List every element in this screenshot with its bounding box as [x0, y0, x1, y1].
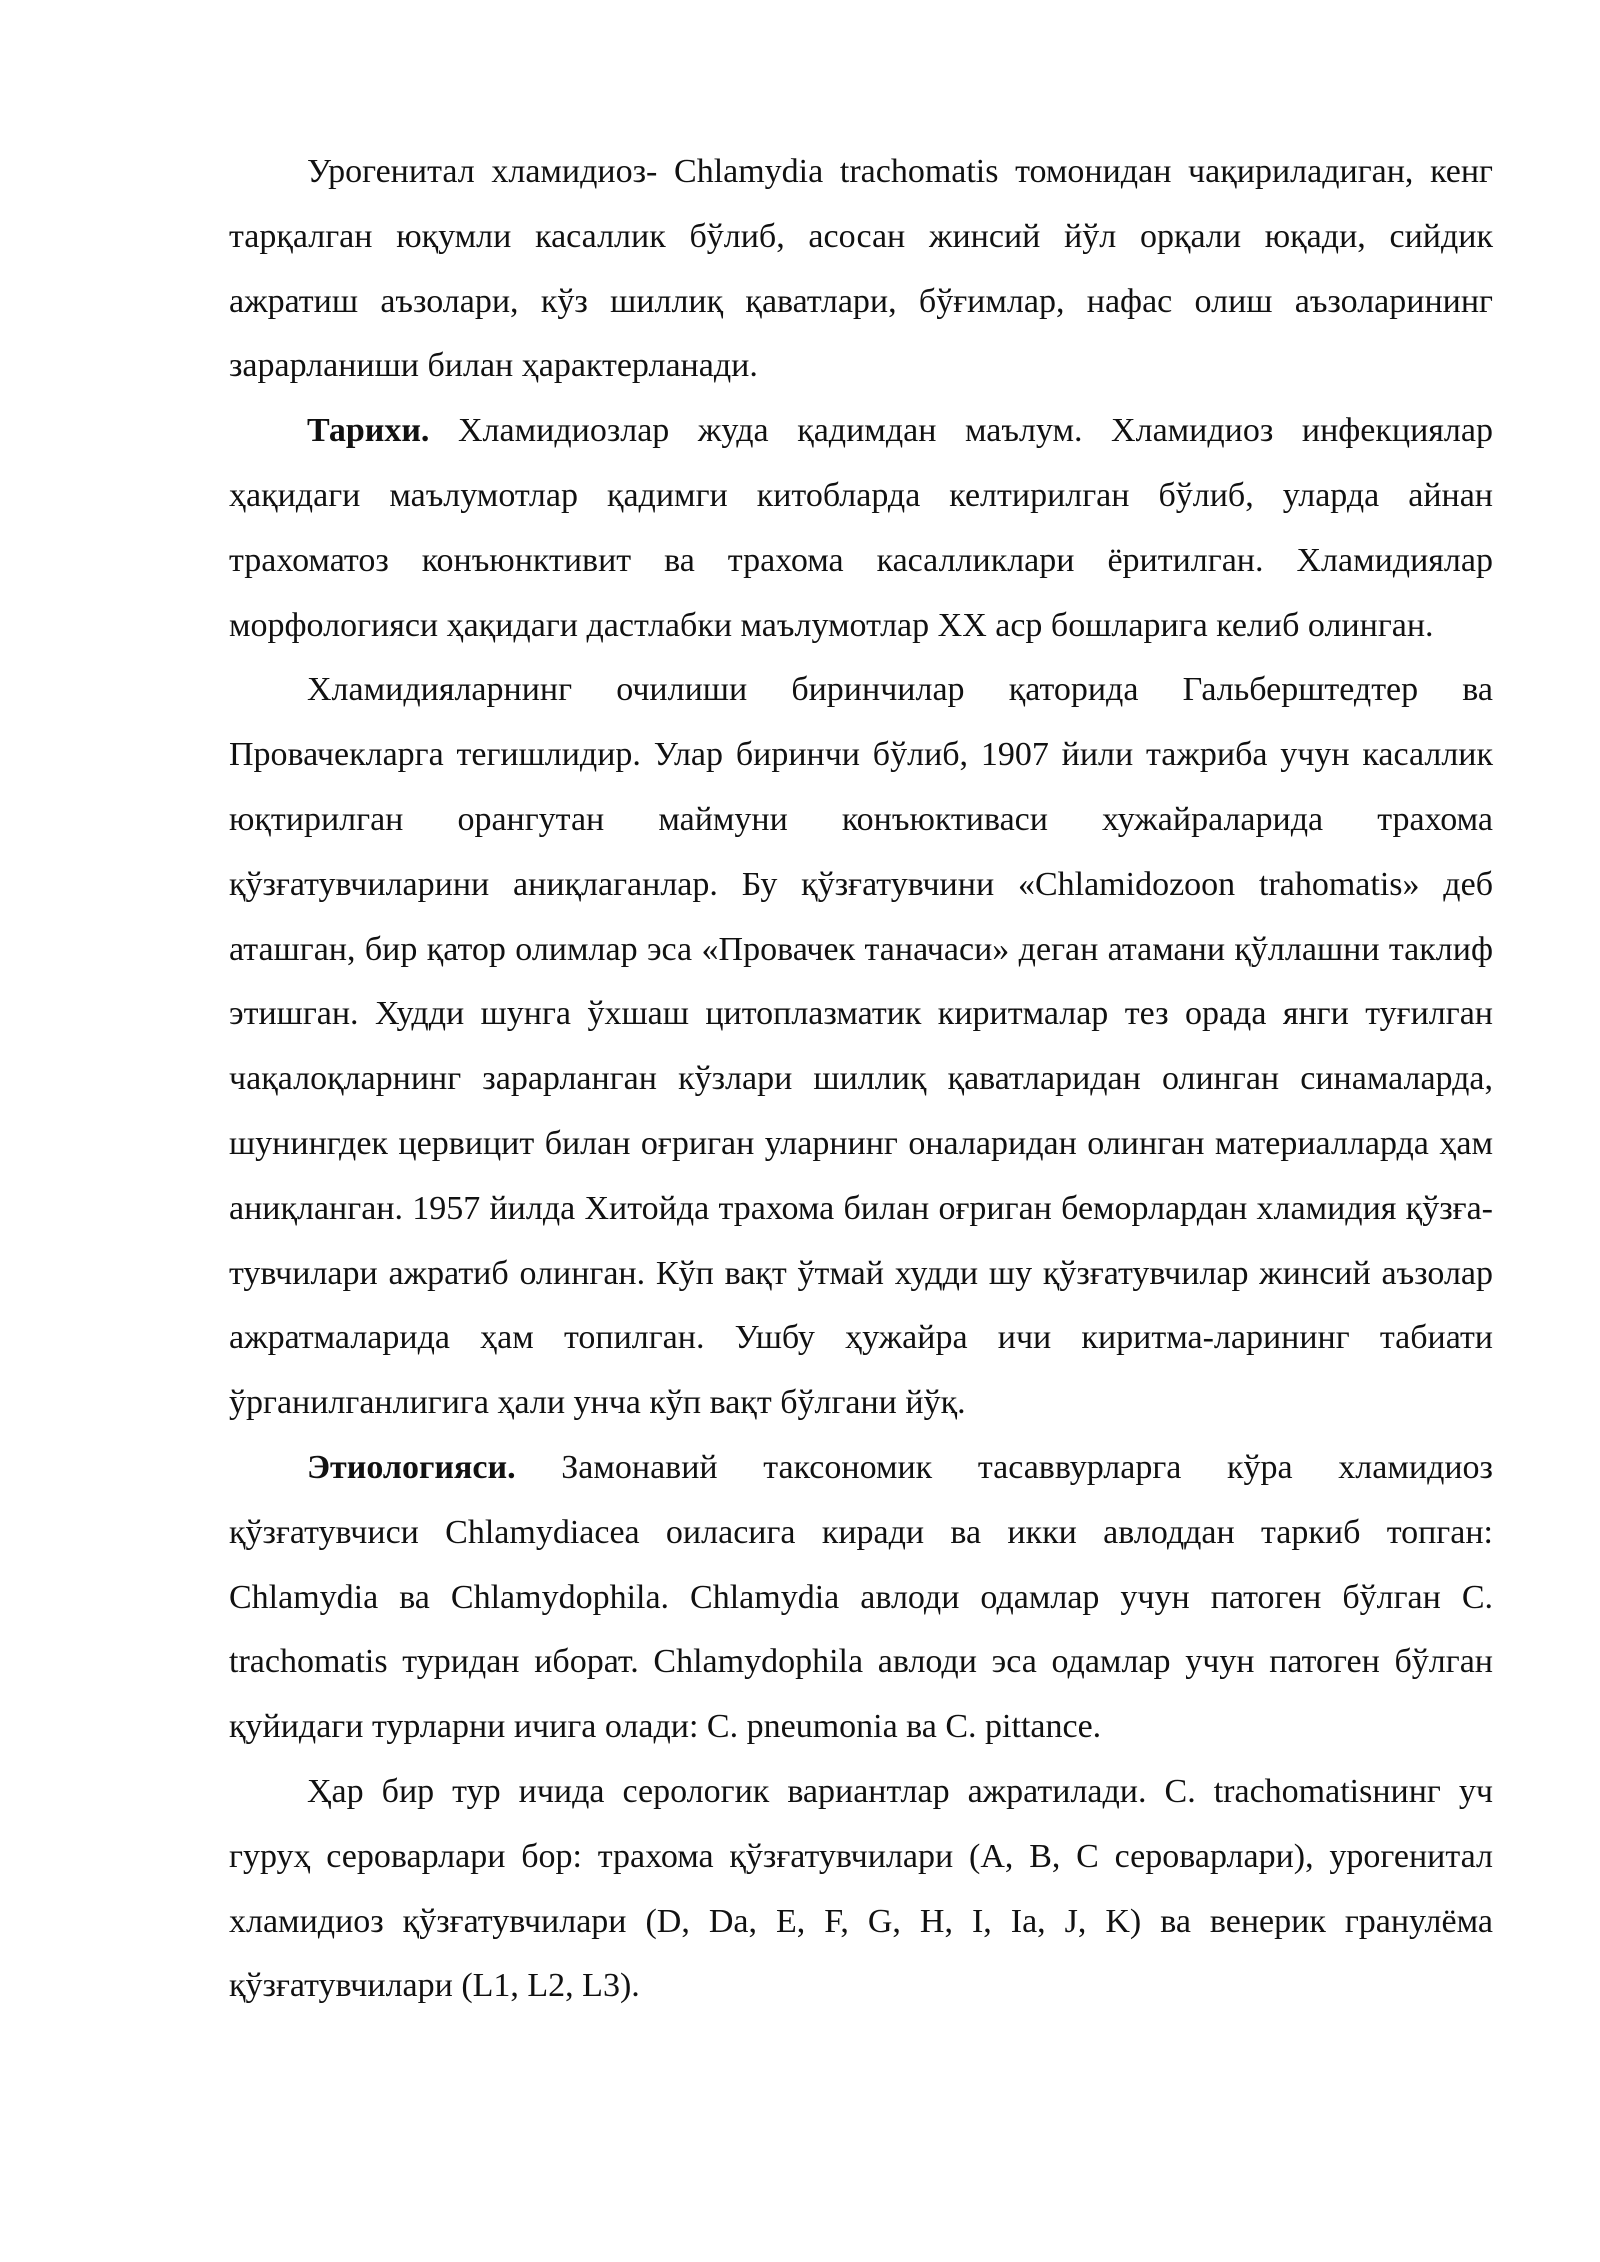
section-heading-etiology: Этиологияси. [307, 1448, 516, 1486]
paragraph-discovery [229, 658, 1493, 1436]
paragraph-text: Урогенитал хламидиоз- Chlamydia trachomatis томонидан чақириладиган, кенг тарқалган юқумли касаллик бўлиб, асосан жинсий йўл орқали юқади, сийдик ажратиш аъзолари, кўз шиллиқ қаватлари, бўғимлар, нафас олиш аъзоларининг зарарланиши билан ҳарактерланади. [229, 153, 1493, 385]
paragraph-etiology [229, 1436, 1493, 1760]
paragraph-text: Ҳар бир тур ичида серологик вариантлар ажратилади. C. trachomatisнинг уч гуруҳ сероварлари бор: трахома қўзғатувчилари (A, B, C сероварлари), урогенитал хламидиоз қўзғатувчилари (D, Da, E, F, G, H, I, Ia, J, K) ва венерик гранулёма қўзғатувчилари (L1, L2, L3). [229, 1772, 1493, 2005]
paragraph-text: Замонавий таксономик тасаввурларга кўра хламидиоз қўзғатувчиси Chlamydiacea оиласига киради ва икки авлоддан таркиб топган: Chlamydia ва Chlamydophila. Chlamydia авлоди одамлар учун патоген бўлган C. trachomatis туридан иборат. Chlamydophila авлоди эса одамлар учун патоген бўлган қуйидаги турларни ичига олади: C. pneumonia ва C. pittance. [229, 1448, 1493, 1746]
paragraph-serovars [229, 1760, 1493, 2019]
paragraph-text: Хламидияларнинг очилиши биринчилар қаторида Гальберштедтер ва Провачекларга тегишлидир. Улар биринчи бўлиб, 1907 йили тажриба учун касаллик юқтирилган орангутан маймуни конъюктиваси хужайраларида трахома қўзғатувчиларини аниқлаганлар. Бу қўзғатувчини «Chlamidozoon trahomatis» деб аташган, бир қатор олимлар эса «Провачек таначаси» деган атамани қўллашни таклиф этишган. Худди шунга ўхшаш цитоплазматик киритмалар тез орада янги туғилган чақалоқларнинг зарарланган кўзлари шиллиқ қаватларидан олинган синамаларда, шунингдек цервицит билан оғриган уларнинг оналаридан олинган материалларда ҳам аниқланган. 1957 йилда Хитойда трахома билан оғриган беморлардан хламидия қўзға-тувчилари ажратиб олинган. Кўп вақт ўтмай худди шу қўзғатувчилар жинсий аъзолар ажратмаларида ҳам топилган. Ушбу ҳужайра ичи киритма-ларининг табиати ўрганилганлигига ҳали унча кўп вақт бўлгани йўқ. [229, 671, 1493, 1422]
section-heading-history: Тарихи. [307, 412, 430, 450]
paragraph-history [229, 399, 1493, 658]
paragraph-text: Хламидиозлар жуда қадимдан маълум. Хламидиоз инфекциялар ҳақидаги маълумотлар қадимги китобларда келтирилган бўлиб, уларда айнан трахоматоз конъюнктивит ва трахома касалликлари ёритилган. Хламидиялар морфологияси ҳақидаги дастлабки маълумотлар XX аср бошларига келиб олинган. [229, 412, 1493, 644]
paragraph-intro [229, 140, 1493, 399]
document-body [229, 140, 1493, 2019]
